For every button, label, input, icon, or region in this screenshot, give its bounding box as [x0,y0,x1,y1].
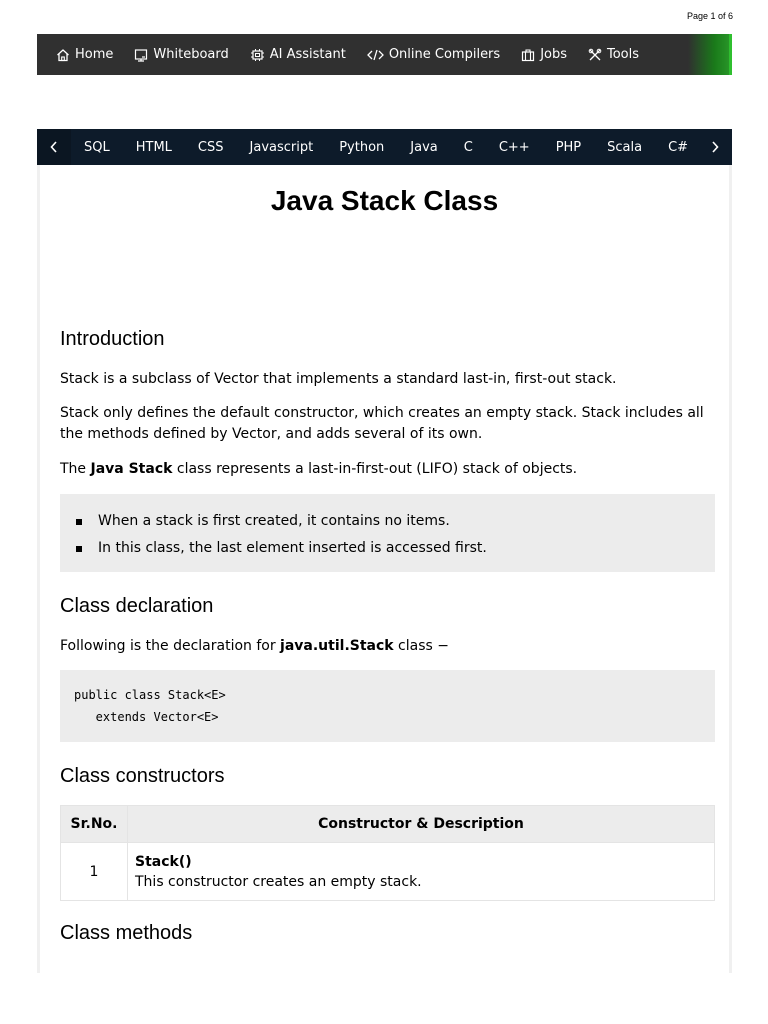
category-java[interactable]: Java [410,139,438,155]
category-scala[interactable]: Scala [607,139,643,155]
nav-ai-assistant-label: AI Assistant [269,47,346,62]
nav-tools-label: Tools [607,47,640,62]
constructors-table [60,805,715,901]
category-css[interactable]: CSS [197,139,224,155]
nav-overflow-fade [688,34,732,75]
column-header-srno: Sr.No. [61,806,128,843]
code-block [60,670,715,742]
constructor-name: Stack() [135,853,192,870]
column-header-constructor: Constructor & Description [128,806,715,843]
scroll-right-button[interactable] [698,129,732,165]
code-line: extends Vector<E> [74,710,219,724]
code-line: public class Stack<E> [74,688,226,702]
category-navigation-bar [37,129,732,165]
article-content [37,165,732,973]
table-header-row [61,806,715,843]
category-python[interactable]: Python [339,139,385,155]
tools-icon [588,48,602,62]
heading-introduction: Introduction [60,328,165,350]
ai-assistant-icon [250,48,265,62]
row-number: 1 [61,843,128,901]
intro-p3-suffix: class represents a last-in-first-out (LIFO) stack of objects. [172,461,578,477]
nav-online-compilers-label: Online Compilers [388,47,501,62]
nav-home[interactable] [37,34,124,75]
chevron-left-icon [50,141,58,153]
nav-tools[interactable] [578,34,650,75]
briefcase-icon [521,48,535,62]
page-indicator: Page 1 of 6 [686,11,733,21]
category-sql[interactable]: SQL [84,139,110,155]
page-title: Java Stack Class [270,185,499,216]
category-javascript[interactable]: Javascript [249,139,314,155]
category-c[interactable]: C [463,139,473,155]
nav-whiteboard-label: Whiteboard [153,47,229,62]
whiteboard-icon [134,48,148,62]
scroll-left-button[interactable] [37,129,71,165]
list-item: When a stack is first created, it contains no items. [76,508,715,535]
category-cpp[interactable]: C++ [498,139,530,155]
intro-p3-prefix: The [60,461,91,477]
constructor-desc: This constructor creates an empty stack. [135,873,422,890]
category-html[interactable]: HTML [135,139,172,155]
list-item: In this class, the last element inserted is accessed first. [76,535,715,562]
home-icon [56,48,70,62]
intro-p3-bold: Java Stack [90,461,173,477]
heading-class-methods: Class methods [60,922,193,944]
category-php[interactable]: PHP [555,139,582,155]
nav-online-compilers[interactable] [357,34,511,75]
nav-jobs-label: Jobs [540,47,567,62]
heading-class-declaration: Class declaration [60,595,214,617]
table-row [61,843,715,901]
top-navigation-bar [37,34,732,75]
nav-home-label: Home [75,47,114,62]
heading-class-constructors: Class constructors [60,765,225,787]
nav-overflow-edge [729,34,732,75]
nav-ai-assistant[interactable] [240,34,357,75]
row-description [128,843,715,901]
intro-paragraph-1: Stack is a subclass of Vector that implements a standard last-in, first-out stack. [60,371,617,387]
chevron-right-icon [711,141,719,153]
nav-whiteboard[interactable] [124,34,239,75]
decl-prefix: Following is the declaration for [60,638,281,654]
decl-bold: java.util.Stack [280,638,394,654]
code-icon [367,48,384,62]
decl-suffix: class − [393,638,449,654]
note-list [60,494,715,572]
intro-paragraph-2: Stack only defines the default constructor, which creates an empty stack. Stack includes all the methods defined by Vector, and adds several of its own. [60,405,704,442]
nav-jobs[interactable] [511,34,578,75]
intro-paragraph-3 [60,459,720,480]
category-csharp[interactable]: C# [668,139,689,155]
declaration-paragraph [60,636,720,657]
